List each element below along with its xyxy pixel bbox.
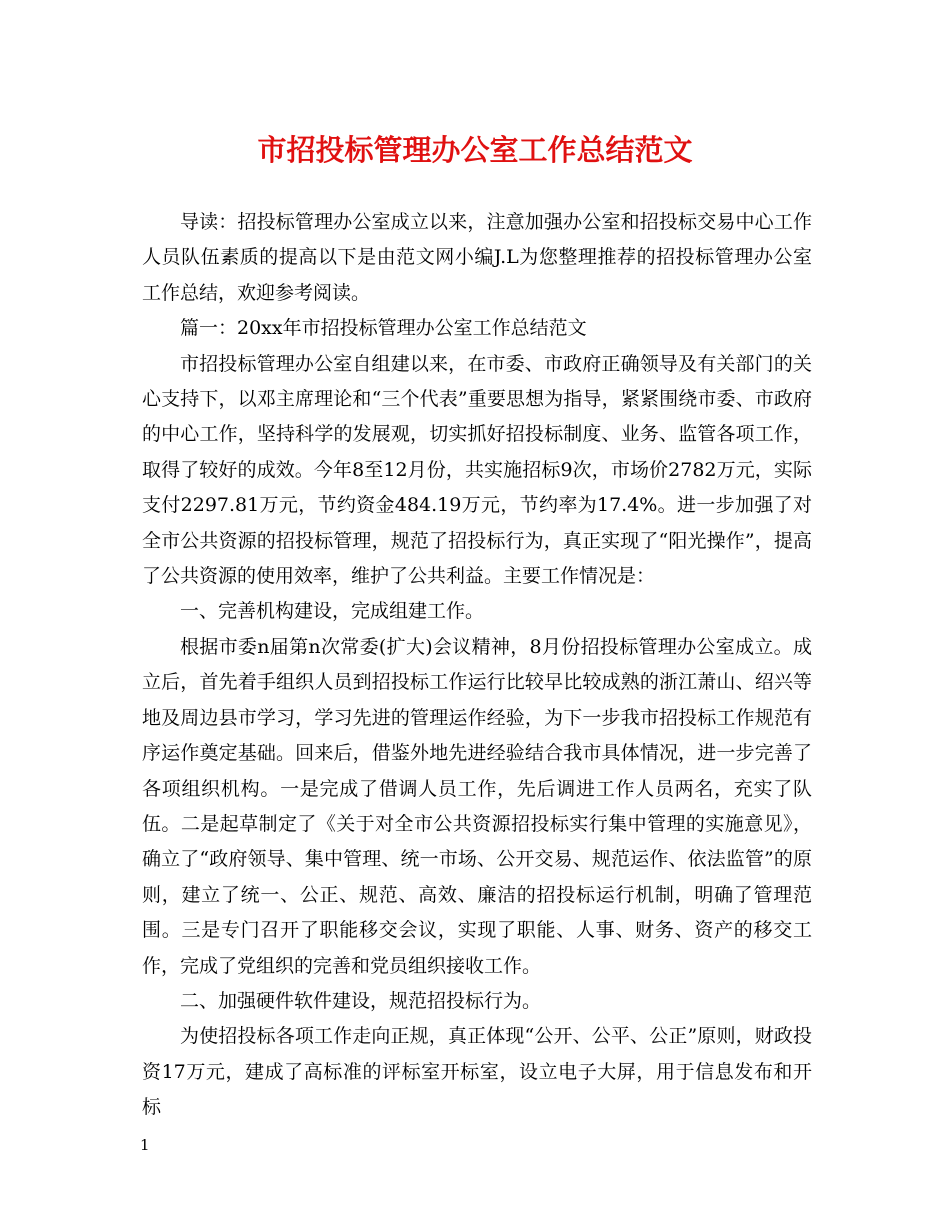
- paragraph-facilities: 为使招投标各项工作走向正规，真正体现“公开、公平、公正”原则，财政投资17万元，建成了高标准的评标室开标室，设立电子大屏，用于信息发布和开标: [142, 1025, 812, 1119]
- document-body: [142, 205, 812, 1126]
- paragraph-intro: 导读：招投标管理办公室成立以来，注意加强办公室和招投标交易中心工作人员队伍素质的提高以下是由范文网小编J.L为您整理推荐的招投标管理办公室工作总结，欢迎参考阅读。: [142, 211, 812, 304]
- paragraph-overview: 市招投标管理办公室自组建以来，在市委、市政府正确领导及有关部门的关心支持下，以邓主席理论和“三个代表”重要思想为指导，紧紧围绕市委、市政府的中心工作，坚持科学的发展观，切实抓好招投标制度、业务、监管各项工作，取得了较好的成效。今年8至12月份，共实施招标9次，市场价2782万元，实际支付2297.81万元，节约资金484.19万元，节约率为17.4%。进一步加强了对全市公共资源的招投标管理，规范了招投标行为，真正实现了“阳光操作”，提高了公共资源的使用效率，维护了公共利益。主要工作情况是：: [142, 352, 812, 588]
- paragraph-section-heading: 篇一：20xx年市招投标管理办公室工作总结范文: [180, 317, 587, 340]
- paragraph-heading-2: 二、加强硬件软件建设，规范招投标行为。: [180, 989, 542, 1012]
- paragraph-organization: 根据市委n届第n次常委(扩大)会议精神，8月份招投标管理办公室成立。成立后，首先着手组织人员到招投标工作运行比较早比较成熟的浙江萧山、绍兴等地及周边县市学习，学习先进的管理运作经验，为下一步我市招投标工作规范有序运作奠定基础。回来后，借鉴外地先进经验结合我市具体情况，进一步完善了各项组织机构。一是完成了借调人员工作，先后调进工作人员两名，充实了队伍。二是起草制定了《关于对全市公共资源招投标实行集中管理的实施意见》，确立了“政府领导、集中管理、统一市场、公开交易、规范运作、依法监管”的原则，建立了统一、公正、规范、高效、廉洁的招投标运行机制，明确了管理范围。三是专门召开了职能移交会议，实现了职能、人事、财务、资产的移交工作，完成了党组织的完善和党员组织接收工作。: [142, 635, 812, 977]
- page-number: 1: [140, 1136, 150, 1154]
- paragraph-heading-1: 一、完善机构建设，完成组建工作。: [180, 600, 485, 623]
- document-title: 市招投标管理办公室工作总结范文: [257, 133, 693, 167]
